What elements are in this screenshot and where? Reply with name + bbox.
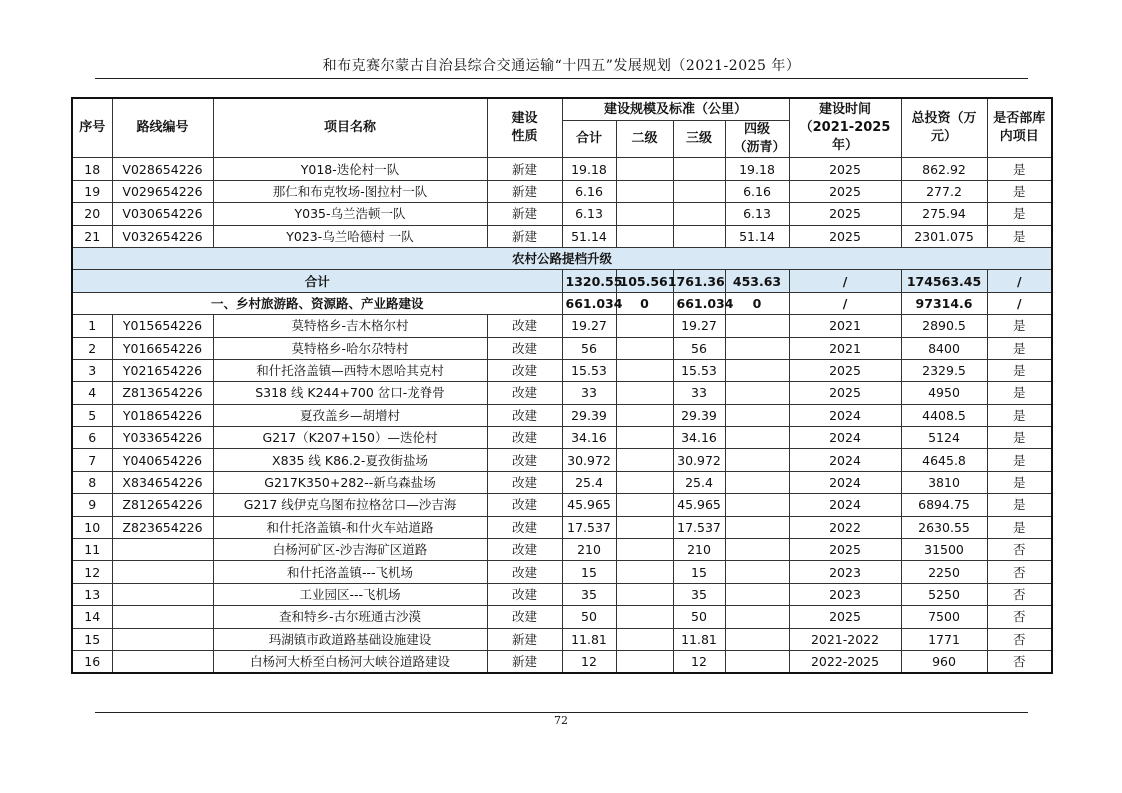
scale-grade4-cell	[725, 650, 789, 673]
subtotal-grade3: 761.36	[673, 270, 725, 292]
col-header-in-library: 是否部库内项目	[987, 98, 1052, 158]
build-period-cell: 2021	[789, 337, 901, 359]
scale-grade4-cell	[725, 404, 789, 426]
scale-total-cell: 12	[562, 650, 616, 673]
category-grade2: 0	[616, 292, 673, 314]
total-investment-cell: 5250	[901, 583, 987, 605]
scale-grade3-cell	[673, 158, 725, 180]
scale-grade4-cell	[725, 628, 789, 650]
scale-grade2-cell	[616, 404, 673, 426]
in-library-cell: 是	[987, 225, 1052, 247]
project-name-cell: 莫特格乡-哈尔尕特村	[213, 337, 487, 359]
project-name-cell: 工业园区---飞机场	[213, 583, 487, 605]
build-period-cell: 2025	[789, 158, 901, 180]
scale-total-cell: 15.53	[562, 359, 616, 381]
scale-total-cell: 15	[562, 561, 616, 583]
scale-grade4-cell	[725, 539, 789, 561]
build-period-cell: 2025	[789, 359, 901, 381]
build-period-cell: 2022	[789, 516, 901, 538]
scale-grade3-cell: 11.81	[673, 628, 725, 650]
build-nature-cell: 改建	[487, 471, 562, 493]
scale-total-cell: 6.16	[562, 180, 616, 202]
total-investment-cell: 275.94	[901, 203, 987, 225]
project-name-cell: 白杨河矿区-沙吉海矿区道路	[213, 539, 487, 561]
scale-grade2-cell	[616, 180, 673, 202]
subtotal-period: /	[789, 270, 901, 292]
build-nature-cell: 改建	[487, 404, 562, 426]
in-library-cell: 是	[987, 516, 1052, 538]
row-no-cell: 11	[72, 539, 112, 561]
total-investment-cell: 7500	[901, 606, 987, 628]
scale-grade3-cell: 12	[673, 650, 725, 673]
scale-total-cell: 45.965	[562, 494, 616, 516]
row-no-cell: 19	[72, 180, 112, 202]
build-period-cell: 2025	[789, 180, 901, 202]
scale-total-cell: 6.13	[562, 203, 616, 225]
scale-grade2-cell	[616, 449, 673, 471]
project-name-cell: S318 线 K244+700 岔口-龙脊骨	[213, 382, 487, 404]
total-investment-cell: 2250	[901, 561, 987, 583]
category-grade4: 0	[725, 292, 789, 314]
total-investment-cell: 6894.75	[901, 494, 987, 516]
project-name-cell: Y023-乌兰哈德村 一队	[213, 225, 487, 247]
subtotal-investment: 174563.45	[901, 270, 987, 292]
table-row	[72, 539, 1052, 561]
total-investment-cell: 960	[901, 650, 987, 673]
total-investment-cell: 4408.5	[901, 404, 987, 426]
scale-total-cell: 19.27	[562, 315, 616, 337]
scale-grade2-cell	[616, 382, 673, 404]
build-period-cell: 2025	[789, 225, 901, 247]
route-code-cell	[112, 561, 213, 583]
total-investment-cell: 3810	[901, 471, 987, 493]
total-investment-cell: 277.2	[901, 180, 987, 202]
build-nature-cell: 新建	[487, 225, 562, 247]
total-investment-cell: 2301.075	[901, 225, 987, 247]
scale-grade2-cell	[616, 650, 673, 673]
scale-total-cell: 11.81	[562, 628, 616, 650]
in-library-cell: 否	[987, 539, 1052, 561]
col-header-nature: 建设性质	[487, 98, 562, 158]
total-investment-cell: 2329.5	[901, 359, 987, 381]
route-code-cell: X834654226	[112, 471, 213, 493]
in-library-cell: 是	[987, 404, 1052, 426]
route-code-cell: Y033654226	[112, 427, 213, 449]
build-nature-cell: 改建	[487, 359, 562, 381]
build-nature-cell: 改建	[487, 449, 562, 471]
scale-grade2-cell	[616, 606, 673, 628]
in-library-cell: 是	[987, 494, 1052, 516]
row-no-cell: 14	[72, 606, 112, 628]
subtotal-label: 合计	[72, 270, 562, 292]
project-name-cell: 玛湖镇市政道路基础设施建设	[213, 628, 487, 650]
scale-grade3-cell: 19.27	[673, 315, 725, 337]
build-nature-cell: 改建	[487, 315, 562, 337]
build-nature-cell: 新建	[487, 650, 562, 673]
project-name-cell: G217（K207+150）—迭伦村	[213, 427, 487, 449]
total-investment-cell: 8400	[901, 337, 987, 359]
project-name-cell: 夏孜盖乡—胡增村	[213, 404, 487, 426]
build-period-cell: 2024	[789, 471, 901, 493]
scale-total-cell: 210	[562, 539, 616, 561]
build-period-cell: 2024	[789, 404, 901, 426]
total-investment-cell: 862.92	[901, 158, 987, 180]
in-library-cell: 是	[987, 180, 1052, 202]
scale-grade2-cell	[616, 427, 673, 449]
in-library-cell: 是	[987, 315, 1052, 337]
row-no-cell: 8	[72, 471, 112, 493]
table-row	[72, 561, 1052, 583]
route-code-cell	[112, 606, 213, 628]
total-investment-cell: 5124	[901, 427, 987, 449]
build-period-cell: 2025	[789, 203, 901, 225]
scale-total-cell: 25.4	[562, 471, 616, 493]
total-investment-cell: 4950	[901, 382, 987, 404]
scale-total-cell: 33	[562, 382, 616, 404]
scale-grade2-cell	[616, 337, 673, 359]
col-header-name: 项目名称	[213, 98, 487, 158]
scale-grade2-cell	[616, 203, 673, 225]
total-investment-cell: 2890.5	[901, 315, 987, 337]
scale-grade4-cell	[725, 516, 789, 538]
page-number: 72	[554, 714, 568, 727]
scale-grade2-cell	[616, 158, 673, 180]
scale-grade4-cell	[725, 427, 789, 449]
row-no-cell: 10	[72, 516, 112, 538]
build-period-cell: 2023	[789, 561, 901, 583]
scale-grade2-cell	[616, 561, 673, 583]
subtotal-grade4: 453.63	[725, 270, 789, 292]
route-code-cell	[112, 583, 213, 605]
scale-grade4-cell	[725, 561, 789, 583]
col-header-investment: 总投资（万元）	[901, 98, 987, 158]
scale-grade4-cell	[725, 315, 789, 337]
col-header-grade4: 四级（沥青）	[725, 121, 789, 158]
row-no-cell: 18	[72, 158, 112, 180]
scale-grade2-cell	[616, 471, 673, 493]
scale-grade3-cell: 50	[673, 606, 725, 628]
build-nature-cell: 改建	[487, 337, 562, 359]
table-row	[72, 382, 1052, 404]
table-row	[72, 628, 1052, 650]
total-investment-cell: 31500	[901, 539, 987, 561]
route-code-cell	[112, 539, 213, 561]
route-code-cell: Z812654226	[112, 494, 213, 516]
scale-total-cell: 35	[562, 583, 616, 605]
scale-grade4-cell	[725, 337, 789, 359]
category-investment: 97314.6	[901, 292, 987, 314]
build-nature-cell: 新建	[487, 180, 562, 202]
table-row	[72, 158, 1052, 180]
category-in-library: /	[987, 292, 1052, 314]
build-nature-cell: 新建	[487, 628, 562, 650]
subtotal-total: 1320.55	[562, 270, 616, 292]
table-row	[72, 404, 1052, 426]
build-nature-cell: 改建	[487, 382, 562, 404]
row-no-cell: 6	[72, 427, 112, 449]
scale-grade2-cell	[616, 359, 673, 381]
scale-grade4-cell	[725, 606, 789, 628]
subtotal-in-library: /	[987, 270, 1052, 292]
scale-total-cell: 56	[562, 337, 616, 359]
col-header-grade3: 三级	[673, 121, 725, 158]
route-code-cell: V030654226	[112, 203, 213, 225]
in-library-cell: 否	[987, 606, 1052, 628]
project-name-cell: Y035-乌兰浩顿一队	[213, 203, 487, 225]
build-nature-cell: 新建	[487, 203, 562, 225]
in-library-cell: 是	[987, 359, 1052, 381]
scale-grade2-cell	[616, 315, 673, 337]
scale-grade2-cell	[616, 494, 673, 516]
project-name-cell: 和什托洛盖镇—西特木恩哈其克村	[213, 359, 487, 381]
route-code-cell: V029654226	[112, 180, 213, 202]
project-name-cell: G217K350+282--新乌森盐场	[213, 471, 487, 493]
total-investment-cell: 4645.8	[901, 449, 987, 471]
route-code-cell: Y018654226	[112, 404, 213, 426]
scale-grade3-cell: 17.537	[673, 516, 725, 538]
col-header-code: 路线编号	[112, 98, 213, 158]
col-header-period: 建设时间（2021-2025 年）	[789, 98, 901, 158]
project-table	[71, 97, 1053, 674]
scale-total-cell: 51.14	[562, 225, 616, 247]
scale-total-cell: 29.39	[562, 404, 616, 426]
table-row	[72, 315, 1052, 337]
build-nature-cell: 改建	[487, 427, 562, 449]
row-no-cell: 15	[72, 628, 112, 650]
category-period: /	[789, 292, 901, 314]
row-no-cell: 1	[72, 315, 112, 337]
row-no-cell: 20	[72, 203, 112, 225]
col-header-total: 合计	[562, 121, 616, 158]
scale-grade4-cell	[725, 359, 789, 381]
build-period-cell: 2023	[789, 583, 901, 605]
scale-grade3-cell: 45.965	[673, 494, 725, 516]
scale-total-cell: 30.972	[562, 449, 616, 471]
route-code-cell	[112, 650, 213, 673]
build-nature-cell: 改建	[487, 539, 562, 561]
route-code-cell	[112, 628, 213, 650]
scale-grade3-cell: 56	[673, 337, 725, 359]
row-no-cell: 21	[72, 225, 112, 247]
project-name-cell: Y018-迭伦村一队	[213, 158, 487, 180]
scale-grade4-cell	[725, 449, 789, 471]
table-row	[72, 337, 1052, 359]
table-row	[72, 516, 1052, 538]
scale-grade3-cell: 15.53	[673, 359, 725, 381]
scale-grade3-cell: 33	[673, 382, 725, 404]
scale-grade4-cell	[725, 583, 789, 605]
col-header-no: 序号	[72, 98, 112, 158]
table-row	[72, 449, 1052, 471]
project-name-cell: X835 线 K86.2-夏孜街盐场	[213, 449, 487, 471]
scale-grade3-cell: 35	[673, 583, 725, 605]
scale-grade4-cell: 19.18	[725, 158, 789, 180]
scale-grade2-cell	[616, 516, 673, 538]
project-name-cell: 莫特格乡-吉木格尔村	[213, 315, 487, 337]
table-row	[72, 180, 1052, 202]
scale-grade2-cell	[616, 225, 673, 247]
scale-grade2-cell	[616, 628, 673, 650]
route-code-cell: V028654226	[112, 158, 213, 180]
scale-total-cell: 17.537	[562, 516, 616, 538]
row-no-cell: 2	[72, 337, 112, 359]
table-row	[72, 650, 1052, 673]
route-code-cell: V032654226	[112, 225, 213, 247]
project-name-cell: 那仁和布克牧场-图拉村一队	[213, 180, 487, 202]
build-period-cell: 2025	[789, 539, 901, 561]
build-nature-cell: 改建	[487, 561, 562, 583]
in-library-cell: 否	[987, 650, 1052, 673]
build-nature-cell: 改建	[487, 606, 562, 628]
in-library-cell: 是	[987, 382, 1052, 404]
in-library-cell: 是	[987, 427, 1052, 449]
table-row	[72, 225, 1052, 247]
build-period-cell: 2024	[789, 449, 901, 471]
build-nature-cell: 改建	[487, 516, 562, 538]
in-library-cell: 是	[987, 471, 1052, 493]
row-no-cell: 5	[72, 404, 112, 426]
scale-grade2-cell	[616, 583, 673, 605]
scale-grade2-cell	[616, 539, 673, 561]
build-nature-cell: 改建	[487, 583, 562, 605]
project-name-cell: 白杨河大桥至白杨河大峡谷道路建设	[213, 650, 487, 673]
table-row	[72, 427, 1052, 449]
scale-grade3-cell: 210	[673, 539, 725, 561]
route-code-cell: Z823654226	[112, 516, 213, 538]
scale-grade3-cell: 25.4	[673, 471, 725, 493]
build-period-cell: 2021-2022	[789, 628, 901, 650]
row-no-cell: 16	[72, 650, 112, 673]
in-library-cell: 是	[987, 158, 1052, 180]
total-investment-cell: 1771	[901, 628, 987, 650]
row-no-cell: 9	[72, 494, 112, 516]
in-library-cell: 是	[987, 449, 1052, 471]
table-row	[72, 359, 1052, 381]
build-period-cell: 2021	[789, 315, 901, 337]
project-name-cell: 和什托洛盖镇-和什火车站道路	[213, 516, 487, 538]
table-row	[72, 471, 1052, 493]
table-row	[72, 583, 1052, 605]
row-no-cell: 3	[72, 359, 112, 381]
scale-grade3-cell: 34.16	[673, 427, 725, 449]
table-row	[72, 606, 1052, 628]
subtotal-grade2: 105.561	[616, 270, 673, 292]
scale-grade3-cell	[673, 225, 725, 247]
scale-grade3-cell	[673, 180, 725, 202]
build-period-cell: 2024	[789, 427, 901, 449]
project-name-cell: 和什托洛盖镇---飞机场	[213, 561, 487, 583]
in-library-cell: 是	[987, 337, 1052, 359]
in-library-cell: 否	[987, 583, 1052, 605]
build-period-cell: 2024	[789, 494, 901, 516]
scale-total-cell: 19.18	[562, 158, 616, 180]
header-rule	[95, 78, 1028, 79]
project-name-cell: G217 线伊克乌图布拉格岔口—沙吉海	[213, 494, 487, 516]
scale-grade4-cell	[725, 382, 789, 404]
table-row	[72, 494, 1052, 516]
section-title: 农村公路提档升级	[72, 247, 1052, 269]
col-header-scale-group: 建设规模及标准（公里）	[562, 98, 789, 121]
scale-total-cell: 34.16	[562, 427, 616, 449]
scale-grade4-cell: 51.14	[725, 225, 789, 247]
total-investment-cell: 2630.55	[901, 516, 987, 538]
build-nature-cell: 新建	[487, 158, 562, 180]
scale-grade4-cell	[725, 494, 789, 516]
project-name-cell: 查和特乡-古尔班通古沙漠	[213, 606, 487, 628]
scale-total-cell: 50	[562, 606, 616, 628]
scale-grade3-cell: 29.39	[673, 404, 725, 426]
route-code-cell: Z813654226	[112, 382, 213, 404]
row-no-cell: 7	[72, 449, 112, 471]
route-code-cell: Y021654226	[112, 359, 213, 381]
row-no-cell: 12	[72, 561, 112, 583]
col-header-grade2: 二级	[616, 121, 673, 158]
in-library-cell: 否	[987, 628, 1052, 650]
in-library-cell: 否	[987, 561, 1052, 583]
scale-grade3-cell: 15	[673, 561, 725, 583]
scale-grade4-cell	[725, 471, 789, 493]
route-code-cell: Y015654226	[112, 315, 213, 337]
route-code-cell: Y016654226	[112, 337, 213, 359]
category-label: 一、乡村旅游路、资源路、产业路建设	[72, 292, 562, 314]
build-period-cell: 2025	[789, 382, 901, 404]
scale-grade4-cell: 6.16	[725, 180, 789, 202]
scale-grade4-cell: 6.13	[725, 203, 789, 225]
build-period-cell: 2025	[789, 606, 901, 628]
row-no-cell: 13	[72, 583, 112, 605]
build-period-cell: 2022-2025	[789, 650, 901, 673]
category-total: 661.034	[562, 292, 616, 314]
route-code-cell: Y040654226	[112, 449, 213, 471]
build-nature-cell: 改建	[487, 494, 562, 516]
row-no-cell: 4	[72, 382, 112, 404]
footer-rule	[95, 712, 1028, 713]
scale-grade3-cell	[673, 203, 725, 225]
in-library-cell: 是	[987, 203, 1052, 225]
scale-grade3-cell: 30.972	[673, 449, 725, 471]
page-header-title: 和布克赛尔蒙古自治县综合交通运输“十四五”发展规划（2021-2025 年）	[322, 58, 801, 74]
category-grade3: 661.034	[673, 292, 725, 314]
table-row	[72, 203, 1052, 225]
